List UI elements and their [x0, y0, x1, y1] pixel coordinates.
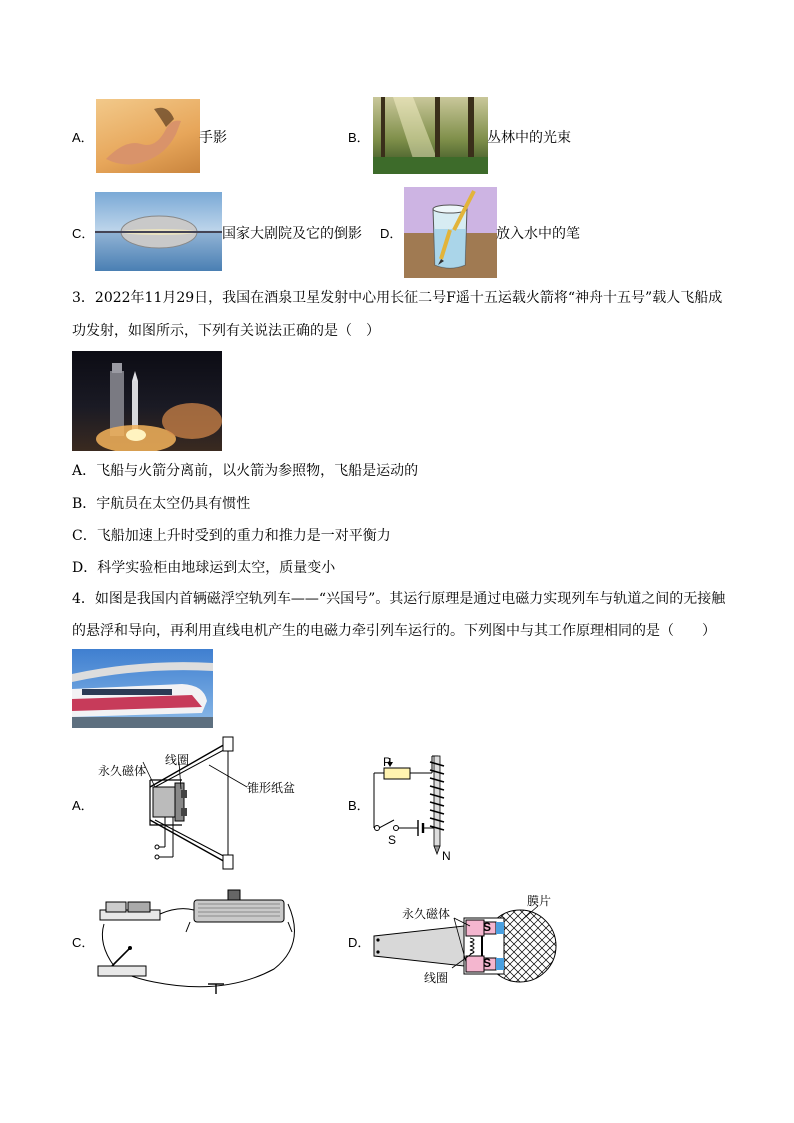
- q3-stem-line2: 功发射，如图所示，下列有关说法正确的是（ ）: [72, 323, 380, 339]
- label-p: P: [383, 755, 392, 769]
- option-a-text: 手影: [199, 130, 227, 146]
- label-permanent-magnet-d: 永久磁体: [402, 907, 451, 921]
- label-film-d: 膜片: [527, 894, 552, 908]
- q3-option-b: B．宇航员在太空仍具有惯性: [72, 496, 251, 512]
- motor-experiment-diagram: [94, 884, 306, 996]
- grand-theater-image: [95, 192, 222, 271]
- label-s: S: [388, 833, 397, 847]
- label-permanent-magnet-a: 永久磁体: [98, 764, 147, 778]
- q3-stem-line1: 3．2022年11月29日，我国在酒泉卫星发射中心用长征二号F遥十五运载火箭将“神舟十五号”载人飞船成: [72, 290, 723, 306]
- hand-shadow-image: [96, 99, 200, 173]
- q4-option-b-letter: B．: [348, 798, 370, 813]
- label-s-top: S: [483, 920, 492, 934]
- rocket-launch-image: [72, 351, 222, 451]
- forest-light-image: [373, 97, 488, 174]
- q4-stem-line2: 的悬浮和导向，再利用直线电机产生的电磁力牵引列车运行的。下列图中与其工作原理相同的是（ ）: [72, 623, 716, 639]
- q4-option-a-letter: A．: [72, 798, 94, 813]
- label-coil-a: 线圈: [165, 753, 190, 767]
- pencil-in-water-image: [404, 187, 497, 278]
- microphone-diagram: [370, 896, 560, 996]
- label-n: N: [442, 849, 451, 863]
- q3-option-a: A．飞船与火箭分离前，以火箭为参照物，飞船是运动的: [72, 463, 419, 479]
- option-d-text: 放入水中的笔: [496, 226, 580, 242]
- q3-option-d: D．科学实验柜由地球运到太空，质量变小: [72, 560, 336, 576]
- label-cone-a: 锥形纸盆: [247, 781, 296, 795]
- option-b-text: 丛林中的光束: [487, 130, 571, 146]
- q4-stem-line1: 4．如图是我国内首辆磁浮空轨列车——“兴国号”。其运行原理是通过电磁力实现列车与轨道之间的无接触: [72, 591, 726, 607]
- option-d-letter: D．: [380, 226, 403, 241]
- label-s-bottom: S: [483, 956, 492, 970]
- q4-option-d-letter: D．: [348, 935, 371, 950]
- label-coil-d: 线圈: [424, 971, 449, 985]
- option-c-text: 国家大剧院及它的倒影: [222, 226, 362, 242]
- speaker-diagram: [95, 735, 285, 875]
- option-a-letter: A．: [72, 130, 94, 145]
- q4-option-c-letter: C．: [72, 935, 95, 950]
- q3-option-c: C．飞船加速上升时受到的重力和推力是一对平衡力: [72, 528, 391, 544]
- option-b-letter: B．: [348, 130, 370, 145]
- option-c-letter: C．: [72, 226, 95, 241]
- maglev-train-image: [72, 649, 213, 728]
